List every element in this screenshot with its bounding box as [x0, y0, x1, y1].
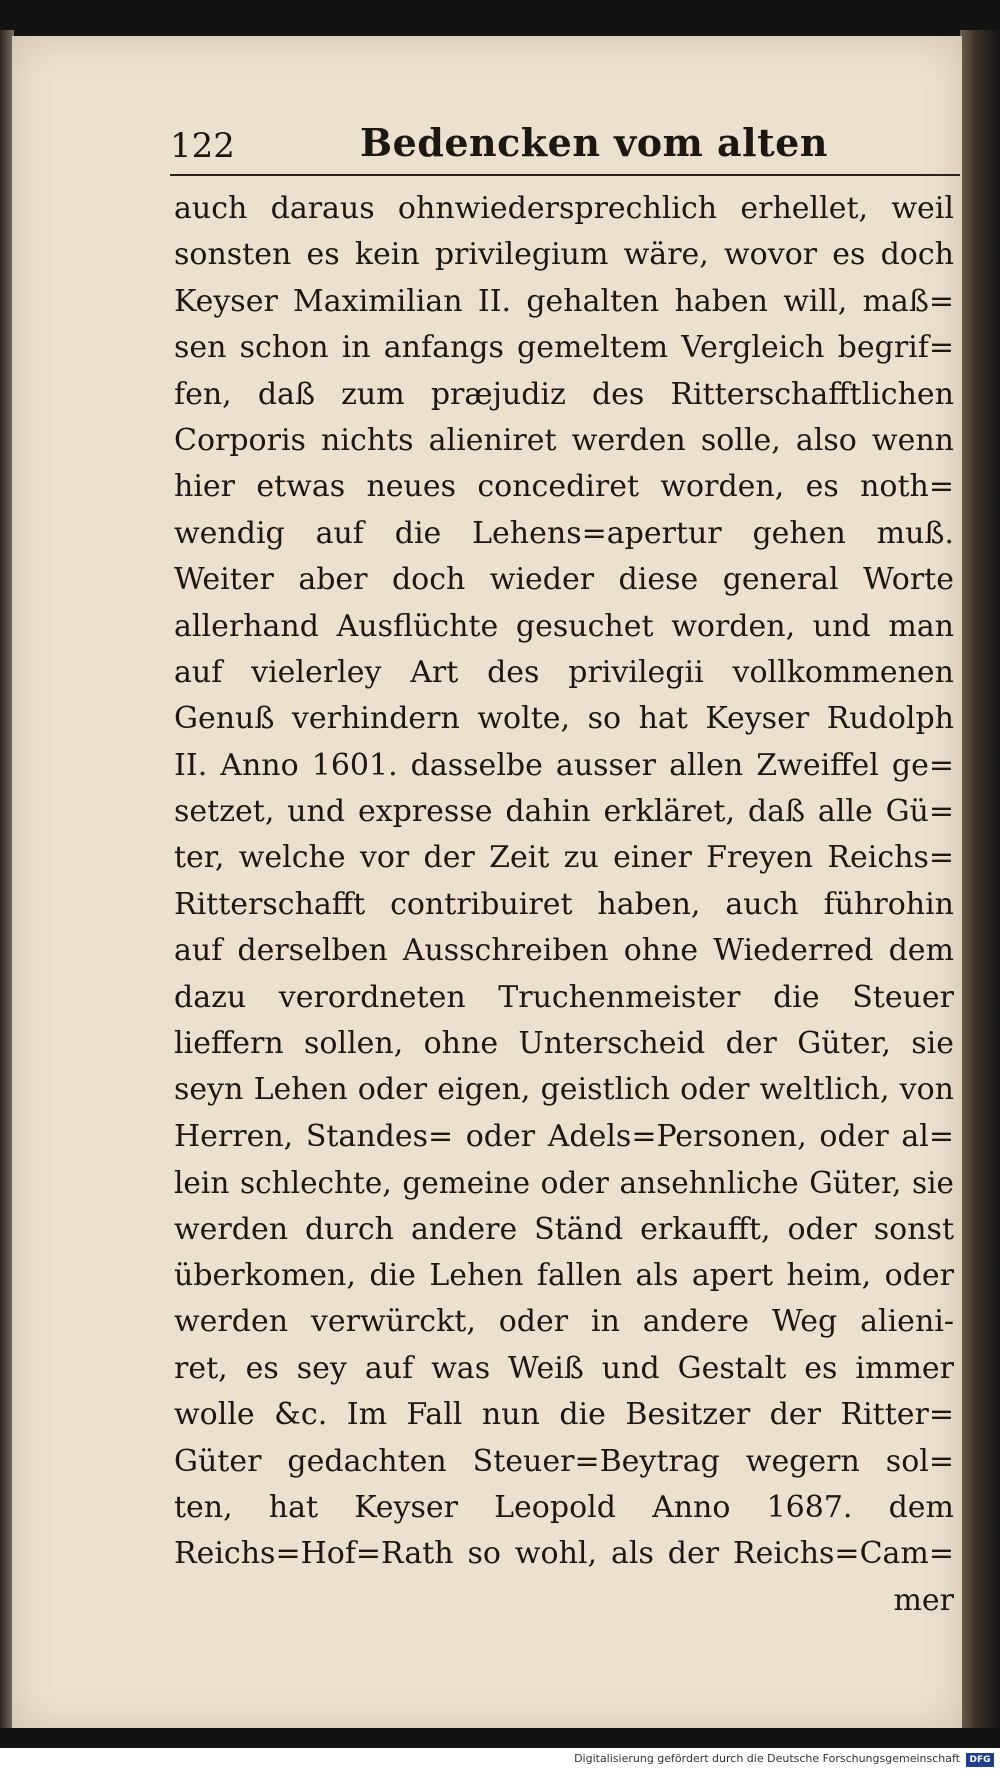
text-line: hier etwas neues concediret worden, es noth=: [174, 469, 954, 505]
text-line: auf derselben Ausschreiben ohne Wiederred dem: [174, 933, 954, 969]
text-line: werden verwürckt, oder in andere Weg alieni-: [174, 1304, 954, 1340]
scan-border-top: [0, 0, 1000, 38]
text-line: ten, hat Keyser Leopold Anno 1687. dem: [174, 1489, 954, 1525]
text-line: setzet, und expresse dahin erkläret, daß alle Gü=: [174, 794, 954, 830]
catchword: mer: [893, 1582, 954, 1618]
text-line: Reichs=Hof=Rath so wohl, als der Reichs=Cam=: [174, 1536, 954, 1572]
text-line: Keyser Maximilian II. gehalten haben will, maß=: [174, 283, 954, 319]
text-line: seyn Lehen oder eigen, geistlich oder weltlich, von: [174, 1072, 954, 1108]
text-line: auch daraus ohnwiedersprechlich erhellet, weil: [174, 191, 954, 226]
text-line: ter, welche vor der Zeit zu einer Freyen Reichs=: [174, 840, 954, 876]
running-head: Bedencken vom alten: [360, 120, 828, 165]
page-header: [170, 120, 960, 172]
page-number: 122: [170, 126, 235, 166]
text-line: auf vielerley Art des privilegii vollkommenen: [174, 654, 954, 690]
text-line: Weiter aber doch wieder diese general Worte: [174, 562, 954, 598]
text-line: allerhand Ausflüchte gesuchet worden, und man: [174, 608, 954, 644]
text-line: sonsten es kein privilegium wäre, wovor es doch: [174, 237, 954, 273]
digitization-footer: [0, 1748, 1000, 1773]
text-line: Güter gedachten Steuer=Beytrag wegern sol=: [174, 1443, 954, 1479]
text-line: werden durch andere Ständ erkaufft, oder sonst: [174, 1211, 954, 1247]
text-line: wolle &c. Im Fall nun die Besitzer der Ritter=: [174, 1397, 954, 1433]
text-line: Herren, Standes= oder Adels=Personen, oder al=: [174, 1118, 954, 1154]
text-line: Genuß verhindern wolte, so hat Keyser Rudolph: [174, 701, 954, 737]
scan-border-bottom: [0, 1728, 1000, 1748]
text-line: fen, daß zum præjudiz des Ritterschafftlichen: [174, 376, 954, 412]
text-line: lein schlechte, gemeine oder ansehnliche Güter, sie: [174, 1166, 954, 1201]
text-line: wendig auf die Lehens=apertur gehen muß.: [174, 515, 954, 551]
text-line: Corporis nichts alieniret werden solle, also wenn: [174, 422, 954, 458]
header-rule: [170, 174, 960, 176]
body-text: [174, 186, 954, 1624]
text-line: dazu verordneten Truchenmeister die Steuer: [174, 979, 954, 1015]
text-line: ret, es sey auf was Weiß und Gestalt es immer: [174, 1350, 954, 1386]
text-line: Ritterschafft contribuiret haben, auch führohin: [174, 886, 954, 922]
book-fore-edge: [960, 30, 1000, 1740]
text-line: II. Anno 1601. dasselbe ausser allen Zweiffel ge=: [174, 747, 954, 783]
text-line: sen schon in anfangs gemeltem Vergleich begrif=: [174, 330, 954, 366]
dfg-logo-icon: DFG: [966, 1753, 994, 1767]
text-line: überkomen, die Lehen fallen als apert heim, oder: [174, 1257, 954, 1293]
text-line: lieffern sollen, ohne Unterscheid der Güter, sie: [174, 1026, 954, 1062]
funding-credit: Digitalisierung gefördert durch die Deutsche Forschungsgemeinschaft: [574, 1752, 960, 1765]
